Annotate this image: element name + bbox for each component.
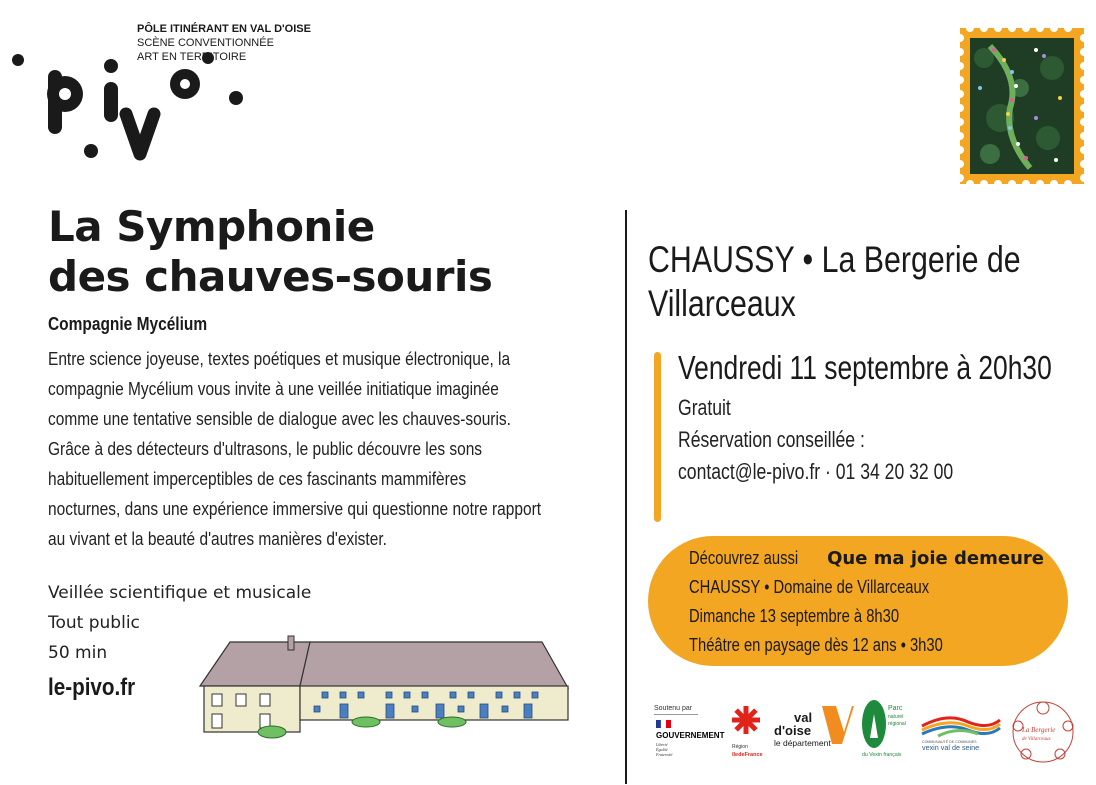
reservation-label: Réservation conseillée : <box>678 427 865 452</box>
promo-details: Théâtre en paysage dès 12 ans • 3h30 <box>689 635 943 655</box>
gouv-motto-3: Fraternité <box>656 752 673 757</box>
parc-text-2: naturel <box>888 714 904 720</box>
bergerie-villarceaux-logo <box>1008 696 1078 768</box>
promo-date: Dimanche 13 septembre à 8h30 <box>689 606 900 626</box>
region-bottom-text: îledeFrance <box>732 752 763 758</box>
venue-line-1: CHAUSSY • La Bergerie de <box>648 239 1021 280</box>
company-name: Compagnie Mycélium <box>48 314 208 334</box>
promo-text <box>689 544 1044 660</box>
vexin-text-1: COMMUNAUTÉ DE COMMUNES <box>922 740 977 744</box>
valdoise-text-2: d'oise <box>774 723 812 738</box>
bergerie-building-illustration <box>190 628 580 744</box>
gouvernement-logo <box>654 718 726 760</box>
valdoise-text-3: le département <box>774 738 831 748</box>
vexin-val-de-seine-logo <box>918 712 1004 752</box>
parc-text-4: du Vexin français <box>862 752 902 758</box>
description-line: Entre science joyeuse, textes poétiques et musique électronique, la <box>48 349 511 369</box>
bergerie-text-2: de Villarceaux <box>1022 737 1051 742</box>
contact-info[interactable]: contact@le-pivo.fr · 01 34 20 32 00 <box>678 459 954 484</box>
venue-line-2: Villarceaux <box>648 283 796 324</box>
region-ile-de-france-logo <box>730 704 766 760</box>
sponsors-divider <box>654 714 698 715</box>
event-title-line-1: La Symphonie <box>48 202 375 251</box>
valdoise-text-1: val <box>794 710 813 725</box>
description-line: nocturnes, dans une expérience immersive qui questionne notre rapport <box>48 499 542 519</box>
vexin-text-2: vexin val de seine <box>922 743 980 752</box>
description-line: comme une tentative sensible de dialogue avec les chauves-souris. <box>48 409 511 429</box>
org-line-2: SCÈNE CONVENTIONNÉE <box>137 37 274 49</box>
gouvernement-text: GOUVERNEMENT <box>656 731 725 740</box>
description-line: au vivant et la beauté d'autres manières d'exister. <box>48 529 387 549</box>
org-line-1: PÔLE ITINÉRANT EN VAL D'OISE <box>137 23 311 35</box>
event-description <box>48 344 564 554</box>
event-info <box>678 392 953 488</box>
event-audience: Tout public <box>48 613 140 633</box>
event-genre: Veillée scientifique et musicale <box>48 583 312 603</box>
promo-place: CHAUSSY • Domaine de Villarceaux <box>689 577 930 597</box>
description-line: Grâce à des détecteurs d'ultrasons, le public découvre les sons <box>48 439 483 459</box>
val-doise-logo <box>772 702 854 752</box>
gouv-motto-1: Liberté <box>656 742 668 747</box>
stamp-illustration <box>960 28 1084 184</box>
venue-name <box>648 238 1021 326</box>
parc-text-3: régional <box>888 721 906 727</box>
parc-text-1: Parc <box>888 705 903 712</box>
parc-vexin-logo <box>860 698 912 760</box>
event-date: Vendredi 11 septembre à 20h30 <box>678 349 1052 386</box>
description-line: compagnie Mycélium vous invite à une veillée initiatique imaginée <box>48 379 499 399</box>
promo-prefix: Découvrez aussi <box>689 548 799 568</box>
region-top-text: Région <box>732 744 748 750</box>
column-divider <box>625 210 627 784</box>
event-title <box>48 202 492 302</box>
event-price: Gratuit <box>678 395 731 420</box>
event-title-line-2: des chauves-souris <box>48 252 493 301</box>
org-line-3: ART EN TERRITOIRE <box>137 51 247 63</box>
accent-bar <box>654 352 661 522</box>
bergerie-text-1: La Bergerie <box>1022 726 1056 734</box>
promo-title: Que ma joie demeure <box>827 548 1044 569</box>
sponsors-label: Soutenu par <box>654 705 693 712</box>
description-line: habituellement imperceptibles de ces fascinants mammifères <box>48 469 467 489</box>
gouv-motto-2: Égalité <box>656 747 668 752</box>
event-duration: 50 min <box>48 643 108 663</box>
website-link[interactable]: le-pivo.fr <box>48 674 136 701</box>
organization-tagline <box>137 22 311 64</box>
